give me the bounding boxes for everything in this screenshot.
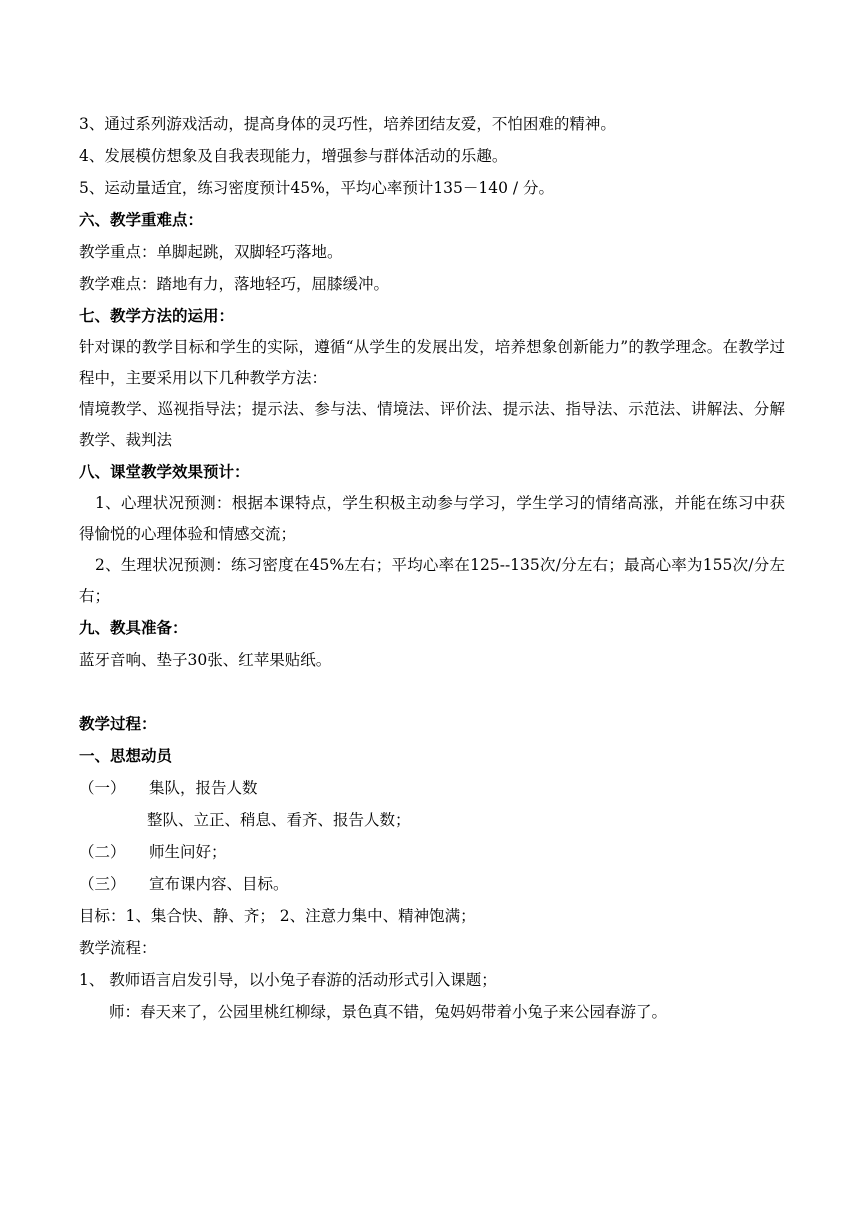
goal-item-5: 5、运动量适宜，练习密度预计45%，平均心率预计135－140 / 分。 bbox=[79, 179, 555, 197]
methods-paragraph-1: 针对课的教学目标和学生的实际，遵循“从学生的发展出发，培养想象创新能力”的教学理念。在教学过程中，主要采用以下几种教学方法： bbox=[79, 338, 785, 387]
sub-item-3-label: （三） bbox=[79, 875, 126, 893]
flow-item-1: 1、 教师语言启发引导，以小兔子春游的活动形式引入课题； bbox=[79, 971, 497, 989]
goals-line: 目标：1、集合快、静、齐； 2、注意力集中、精神饱满； bbox=[79, 907, 476, 925]
sub-item-1-text: 集队，报告人数 bbox=[149, 779, 258, 797]
flow-label: 教学流程： bbox=[79, 939, 157, 957]
section-9-heading: 九、教具准备： bbox=[79, 618, 188, 637]
teaching-key-point: 教学重点：单脚起跳，双脚轻巧落地。 bbox=[79, 243, 343, 261]
sub-item-1 bbox=[79, 772, 785, 804]
sub-item-3-text: 宣布课内容、目标。 bbox=[149, 875, 289, 893]
teacher-dialogue: 师：春天来了，公园里桃红柳绿，景色真不错，兔妈妈带着小兔子来公园春游了。 bbox=[109, 1003, 668, 1021]
sub-item-2 bbox=[79, 836, 785, 868]
goal-item-3: 3、通过系列游戏活动，提高身体的灵巧性，培养团结友爱，不怕困难的精神。 bbox=[79, 115, 616, 133]
goal-item-4: 4、发展模仿想象及自我表现能力，增强参与群体活动的乐趣。 bbox=[79, 147, 508, 165]
sub-item-2-text: 师生问好； bbox=[149, 843, 227, 861]
effect-item-1: 1、心理状况预测：根据本课特点，学生积极主动参与学习，学生学习的情绪高涨，并能在练习中获得愉悦的心理体验和情感交流； bbox=[79, 494, 785, 543]
effect-item-2: 2、生理状况预测：练习密度在45%左右；平均心率在125--135次/分左右；最高心率为155次/分左右； bbox=[79, 556, 785, 605]
process-heading: 教学过程： bbox=[79, 714, 157, 733]
spacer bbox=[79, 676, 785, 708]
section-8-heading: 八、课堂教学效果预计： bbox=[79, 462, 250, 481]
section-7-heading: 七、教学方法的运用： bbox=[79, 306, 235, 325]
document-page bbox=[79, 108, 785, 1028]
sub-item-2-label: （二） bbox=[79, 843, 126, 861]
equipment-list: 蓝牙音响、垫子30张、红苹果贴纸。 bbox=[79, 651, 332, 669]
sub-item-1-detail: 整队、立正、稍息、看齐、报告人数； bbox=[147, 811, 411, 829]
sub-item-3 bbox=[79, 868, 785, 900]
teaching-difficulty: 教学难点：踏地有力，落地轻巧，屈膝缓冲。 bbox=[79, 275, 390, 293]
part-1-heading: 一、思想动员 bbox=[79, 746, 173, 765]
methods-paragraph-2: 情境教学、巡视指导法；提示法、参与法、情境法、评价法、提示法、指导法、示范法、讲解法、分解教学、裁判法 bbox=[79, 400, 785, 449]
section-6-heading: 六、教学重难点： bbox=[79, 210, 204, 229]
sub-item-1-label: （一） bbox=[79, 779, 126, 797]
